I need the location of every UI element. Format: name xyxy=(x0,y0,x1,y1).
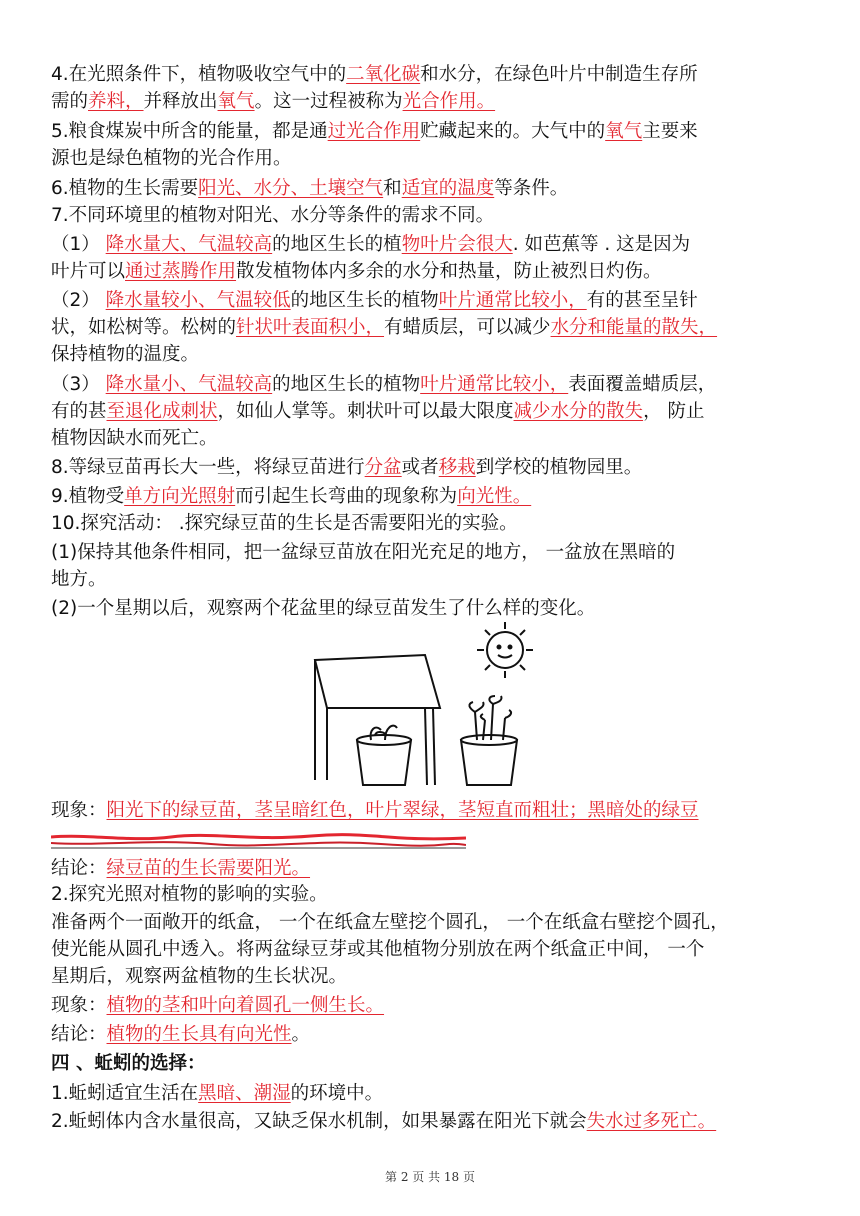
answer-text: 降水量大、气温较高 xyxy=(105,234,273,255)
body-text: 6.植物的生长需要 xyxy=(51,178,199,199)
answer-text: 至退化成刺状 xyxy=(106,401,218,422)
body-text: 4.在光照条件下，植物吸收空气中的 xyxy=(51,64,347,85)
body-text: 有的甚 xyxy=(51,401,107,422)
answer-text: 单方向光照射 xyxy=(124,486,236,507)
answer-text: 阳光、水分、土壤空气 xyxy=(198,178,384,199)
text-line xyxy=(51,177,821,201)
body-text: 。这一过程被称为 xyxy=(254,91,403,112)
answer-text: 通过蒸腾作用 xyxy=(125,261,237,282)
body-text: ，如仙人掌等。刺状叶可以最大限度 xyxy=(217,401,514,422)
answer-text: 过光合作用 xyxy=(327,121,421,142)
body-text: 状，如松树等。松树的 xyxy=(51,317,237,338)
answer-text: 黑暗、潮湿 xyxy=(198,1083,291,1104)
body-text: 源也是绿色植物的光合作用。 xyxy=(51,148,292,169)
body-text: 和 xyxy=(383,178,402,199)
answer-text: 降水量小、气温较高 xyxy=(105,374,273,395)
answer-text: 水分和能量的散失， xyxy=(550,317,718,338)
body-text: 的地区生长的植物 xyxy=(290,290,439,311)
text-line xyxy=(51,260,821,284)
body-text: . 如芭蕉等 . 这是因为 xyxy=(512,234,691,255)
answer-text: 植物的茎和叶向着圆孔一侧生长。 xyxy=(106,995,385,1016)
answer-text: 叶片通常比较小， xyxy=(438,290,587,311)
text-line xyxy=(51,147,821,171)
answer-text: 适宜的温度 xyxy=(401,178,495,199)
text-line xyxy=(51,568,821,592)
answer-text: 绿豆苗的生长需要阳光。 xyxy=(106,858,311,879)
body-text: （1） xyxy=(51,234,106,255)
body-text: 和水分，在绿色叶片中制造生存所 xyxy=(420,64,698,85)
body-text: 现象： xyxy=(51,800,107,821)
pot-sun xyxy=(461,696,517,785)
text-line xyxy=(51,289,821,313)
answer-text: 移栽 xyxy=(438,457,476,478)
cut-off-line-scribble xyxy=(51,833,466,849)
text-line xyxy=(51,911,821,935)
text-line xyxy=(51,1023,821,1047)
body-text: 有的甚至呈针 xyxy=(586,290,698,311)
body-text: 。 xyxy=(291,1024,311,1045)
answer-text: 分盆 xyxy=(364,457,402,478)
body-text: 表面覆盖蜡质层， xyxy=(568,374,717,395)
body-text: 结论： xyxy=(51,1024,107,1045)
body-text: 贮藏起来的。大气中的 xyxy=(420,121,606,142)
answer-text: 失水过多死亡。 xyxy=(586,1111,717,1132)
body-text: 2.蚯蚓体内含水量很高，又缺乏保水机制，如果暴露在阳光下就会 xyxy=(51,1111,587,1132)
body-text: 9.植物受 xyxy=(51,486,125,507)
body-text: (1)保持其他条件相同，把一盆绿豆苗放在阳光充足的地方， 一盆放在黑暗的 xyxy=(51,542,676,563)
answer-text: 二氧化碳 xyxy=(346,64,421,85)
body-text: 有蜡质层，可以减少 xyxy=(384,317,551,338)
text-line xyxy=(51,1052,821,1076)
answer-text: 降水量较小、气温较低 xyxy=(105,290,291,311)
body-text: 7.不同环境里的植物对阳光、水分等条件的需求不同。 xyxy=(51,205,495,226)
experiment-illustration xyxy=(305,620,555,795)
text-line xyxy=(51,938,821,962)
answer-text: 物叶片会很大 xyxy=(401,234,513,255)
text-line xyxy=(51,90,821,114)
text-line xyxy=(51,1110,821,1134)
text-line xyxy=(51,857,821,881)
body-text: ， 防止 xyxy=(643,401,705,422)
body-text: 而引起生长弯曲的现象称为 xyxy=(235,486,458,507)
body-text: （3） xyxy=(51,374,106,395)
body-text: （2） xyxy=(51,290,106,311)
body-text: 等条件。 xyxy=(494,178,569,199)
answer-text: 氧气 xyxy=(217,91,255,112)
text-line xyxy=(51,204,821,228)
body-text: (2)一个星期以后，观察两个花盆里的绿豆苗发生了什么样的变化。 xyxy=(51,598,596,619)
text-line xyxy=(51,120,821,144)
body-text: 10.探究活动： .探究绿豆苗的生长是否需要阳光的实验。 xyxy=(51,513,518,534)
answer-text: 叶片通常比较小， xyxy=(420,374,569,395)
text-line xyxy=(51,541,821,565)
body-text: 的地区生长的植物 xyxy=(272,374,421,395)
answer-text: 光合作用。 xyxy=(402,91,496,112)
body-text: 的地区生长的植 xyxy=(272,234,402,255)
text-line xyxy=(51,597,821,621)
text-line xyxy=(51,63,821,87)
answer-text: 减少水分的散失 xyxy=(513,401,644,422)
body-text: 需的 xyxy=(51,91,89,112)
body-text: 星期后，观察两盆植物的生长状况。 xyxy=(51,966,348,987)
answer-text: 针状叶表面积小， xyxy=(236,317,385,338)
sun-icon xyxy=(477,622,533,678)
body-text: 1.蚯蚓适宜生活在 xyxy=(51,1083,199,1104)
text-line xyxy=(51,799,821,823)
body-text: 散发植物体内多余的水分和热量，防止被烈日灼伤。 xyxy=(236,261,662,282)
text-line xyxy=(51,343,821,367)
text-line xyxy=(51,427,821,451)
pot-dark xyxy=(357,726,411,785)
body-text: 使光能从圆孔中透入。将两盆绿豆芽或其他植物分别放在两个纸盒正中间， 一个 xyxy=(51,939,705,960)
answer-text: 阳光下的绿豆苗，茎呈暗红色，叶片翠绿，茎短直而粗壮；黑暗处的绿豆 xyxy=(106,800,699,821)
text-line xyxy=(51,400,821,424)
answer-text: 向光性。 xyxy=(457,486,532,507)
body-text: 叶片可以 xyxy=(51,261,126,282)
answer-text: 氧气 xyxy=(605,121,643,142)
body-text: 主要来 xyxy=(642,121,698,142)
body-text: 5.粮食煤炭中所含的能量，都是通 xyxy=(51,121,328,142)
text-line xyxy=(51,456,821,480)
text-line xyxy=(51,1082,821,1106)
text-line xyxy=(51,485,821,509)
body-text: 现象： xyxy=(51,995,107,1016)
body-text: 结论： xyxy=(51,858,107,879)
body-text: 地方。 xyxy=(51,569,107,590)
body-text: 四 、蚯蚓的选择： xyxy=(51,1053,206,1074)
page-footer: 第 2 页 共 18 页 xyxy=(385,1170,475,1184)
text-line xyxy=(51,512,821,536)
answer-text: 植物的生长具有向光性 xyxy=(106,1024,292,1045)
body-text: 到学校的植物园里。 xyxy=(475,457,643,478)
text-line xyxy=(51,883,821,907)
body-text: 保持植物的温度。 xyxy=(51,344,200,365)
body-text: 植物因缺水而死亡。 xyxy=(51,428,218,449)
body-text: 或者 xyxy=(401,457,439,478)
answer-text: 养料， xyxy=(88,91,144,112)
text-line xyxy=(51,965,821,989)
text-line xyxy=(51,316,821,340)
body-text: 的环境中。 xyxy=(290,1083,384,1104)
body-text: 8.等绿豆苗再长大一些，将绿豆苗进行 xyxy=(51,457,365,478)
body-text: 2.探究光照对植物的影响的实验。 xyxy=(51,884,328,905)
text-line xyxy=(51,373,821,397)
body-text: 并释放出 xyxy=(143,91,218,112)
text-line xyxy=(51,994,821,1018)
body-text: 准备两个一面敞开的纸盒， 一个在纸盒左壁挖个圆孔， 一个在纸盒右壁挖个圆孔， xyxy=(51,912,729,933)
text-line xyxy=(51,233,821,257)
